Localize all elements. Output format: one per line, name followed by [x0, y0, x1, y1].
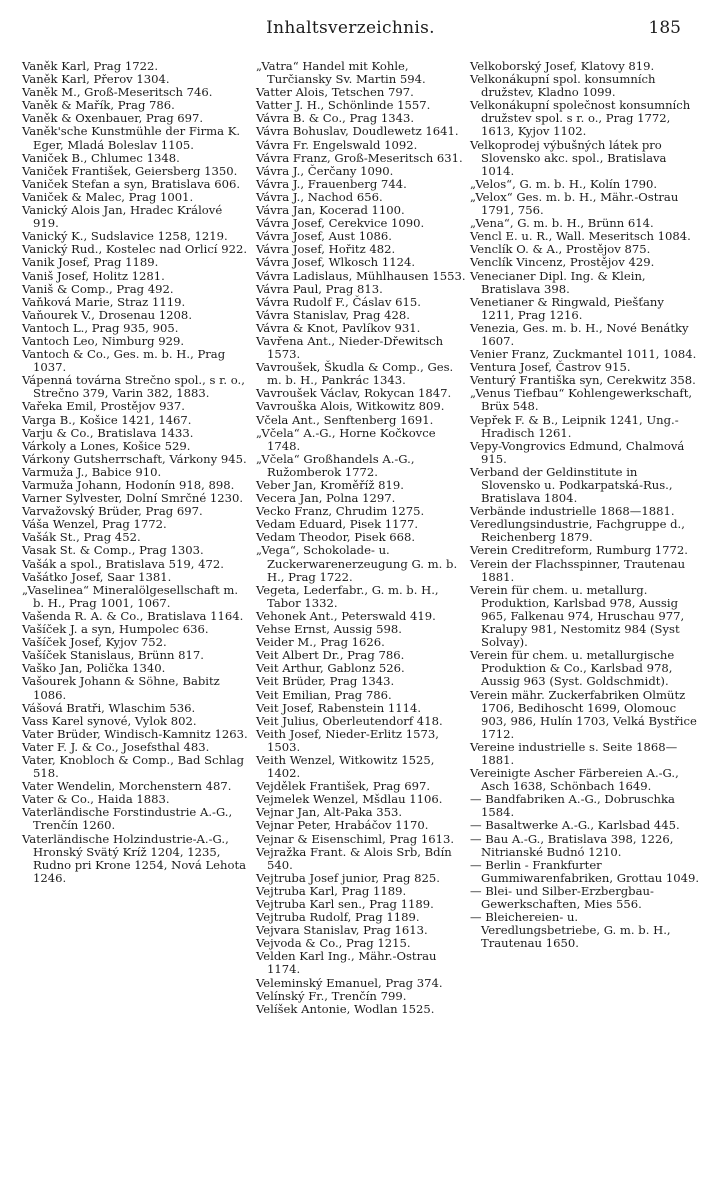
index-entry: — Bandfabriken A.-G., Dobruschka 1584. [470, 792, 675, 820]
index-entry: Vařeka Emil, Prostějov 937. [22, 399, 185, 414]
index-entry: Vanický K., Sudslavice 1258, 1219. [22, 229, 228, 244]
index-entry: Vegeta, Lederfabr., G. m. b. H., Tabor 1332. [256, 582, 439, 610]
index-entry: „Včela“ A.-G., Horne Kočkovce 1748. [256, 425, 436, 453]
index-entry: Velden Karl Ing., Mähr.-Ostrau 1174. [256, 949, 437, 977]
index-entry: Verein für chem. u. metallurgische Produktion & Co., Karlsbad 978, Aussig 963 (Syst. Goldschmidt). [470, 648, 675, 689]
index-column-1 [22, 60, 250, 885]
index-entry: Vaňková Marie, Straz 1119. [22, 294, 186, 309]
index-entry: Vater F. J. & Co., Josefsthal 483. [22, 739, 210, 754]
index-entry: Vápenná továrna Strečno spol., s r. o., Strečno 379, Varin 382, 1883. [22, 373, 245, 401]
index-entry: Vencl E. u. R., Wall. Meseritsch 1084. [470, 229, 691, 244]
index-entry: Vejnar & Eisenschiml, Prag 1613. [256, 831, 455, 846]
index-entry: Vereine industrielle s. Seite 1868—1881. [470, 739, 678, 767]
index-entry: „Velox“ Ges. m. b. H., Mähr.-Ostrau 1791, 756. [470, 189, 679, 218]
index-entry: Verein für chem. u. metallurg. Produktion, Karlsbad 978, Aussig 965, Falkenau 974, Hruschau 977, Kralupy 981, Nestomitz 984 (Syst Solvay). [470, 582, 685, 650]
index-entry: — Bau A.-G., Bratislava 398, 1226, Nitrianské Budnó 1210. [470, 831, 674, 859]
page-number: 185 [648, 18, 681, 38]
index-entry: Vaniček B., Chlumec 1348. [22, 150, 180, 165]
index-entry: Vávra Franz, Groß-Meseritsch 631. [256, 150, 463, 165]
index-entry: Vávra Stanislav, Prag 428. [256, 307, 410, 322]
index-entry: Vatter Alois, Tetschen 797. [256, 85, 414, 100]
index-entry: Vejvara Stanislav, Prag 1613. [256, 923, 428, 938]
index-entry: Verein mähr. Zuckerfabriken Olmütz 1706, Bedihoscht 1699, Olomouc 903, 986, Hulín 1703, Velká Bystřice 1712. [470, 687, 697, 741]
index-entry: Várkoly a Lones, Košice 529. [22, 438, 191, 453]
index-entry: Vávra & Knot, Pavlíkov 931. [256, 320, 421, 335]
index-entry: Vejražka Frant. & Alois Srb, Bdín 540. [256, 844, 452, 872]
index-entry: Velkoborský Josef, Klatovy 819. [470, 59, 655, 73]
index-entry: Váša Wenzel, Prag 1772. [22, 517, 167, 532]
index-entry: Vaněk Karl, Prag 1722. [22, 59, 159, 73]
index-entry: Vepy-Vongrovics Edmund, Chalmová 915. [470, 438, 685, 466]
index-entry: Varmuža J., Babice 910. [22, 464, 162, 479]
index-entry: Vávra Paul, Prag 813. [256, 281, 383, 296]
index-entry: Venetianer & Ringwald, Piešťany 1211, Prag 1216. [470, 294, 664, 322]
index-entry: Veith Josef, Nieder-Erlitz 1573, 1503. [256, 726, 439, 754]
index-entry: Vasak St. & Comp., Prag 1303. [22, 543, 204, 558]
index-entry: Verein der Flachsspinner, Trautenau 1881. [470, 556, 686, 584]
index-entry: Vaniček Stefan a syn, Bratislava 606. [22, 176, 241, 191]
index-entry: Verband der Geldinstitute in Slovensko u. Podkarpatská-Rus., Bratislava 1804. [470, 464, 673, 506]
index-entry: Verein Creditreform, Rumburg 1772. [470, 543, 688, 558]
index-entry: Vaniš Josef, Holitz 1281. [22, 268, 165, 283]
index-entry: Vejtruba Josef junior, Prag 825. [256, 870, 440, 885]
index-entry: Vašíček Stanislaus, Brünn 817. [22, 648, 204, 663]
index-entry: Venturý Františka syn, Cerekwitz 358. [470, 373, 696, 388]
index-entry: Vater & Co., Haida 1883. [22, 792, 170, 807]
index-entry: Vaniček František, Geiersberg 1350. [22, 163, 238, 178]
index-entry: Vanik Josef, Prag 1189. [22, 255, 159, 270]
index-entry: Vejtruba Karl, Prag 1189. [256, 883, 407, 898]
index-entry: Verbände industrielle 1868—1881. [470, 504, 675, 519]
index-entry: Vass Karel synové, Vylok 802. [22, 713, 197, 728]
index-entry: — Basaltwerke A.-G., Karlsbad 445. [470, 818, 680, 833]
index-entry: Vávra J., Frauenberg 744. [256, 176, 407, 191]
index-entry: Veleminský Emanuel, Prag 374. [256, 975, 443, 990]
index-entry: Velínský Fr., Trenčín 799. [256, 988, 407, 1003]
index-entry: Vávra Fr. Engelswald 1092. [256, 137, 418, 152]
index-entry: Vaněk Karl, Přerov 1304. [22, 72, 170, 87]
index-entry: Venecianer Dipl. Ing. & Klein, Bratislava 398. [470, 268, 646, 296]
index-entry: Vecko Franz, Chrudim 1275. [256, 504, 425, 519]
index-entry: Vavrouška Alois, Witkowitz 809. [256, 399, 445, 414]
index-entry: Ventura Josef, Častrov 915. [470, 360, 631, 375]
index-entry: Vehse Ernst, Aussig 598. [256, 622, 402, 637]
index-entry: Venezia, Ges. m. b. H., Nové Benátky 1607. [470, 320, 689, 348]
index-entry: Vaško Jan, Polička 1340. [22, 661, 166, 676]
index-entry: Vereinigte Ascher Färbereien A.-G., Asch 1638, Schönbach 1649. [470, 766, 679, 794]
index-entry: Vater Wendelin, Morchenstern 487. [22, 779, 232, 794]
index-entry: Varga B., Košice 1421, 1467. [22, 412, 192, 427]
index-entry: Vejdělek František, Prag 697. [256, 779, 431, 794]
index-entry: Vedam Eduard, Pisek 1177. [256, 517, 419, 532]
index-entry: Vašíček J. a syn, Humpolec 636. [22, 622, 209, 637]
index-entry: Vášová Bratři, Wlaschim 536. [22, 700, 196, 715]
index-entry: Vaněk & Oxenbauer, Prag 697. [22, 111, 204, 126]
index-entry: Varmuža Johann, Hodonín 918, 898. [22, 478, 235, 492]
index-entry: Vejnar Jan, Alt-Paka 353. [256, 805, 403, 820]
index-entry: „Vega“, Schokolade- u. Zuckerwarenerzeugung G. m. b. H., Prag 1722. [256, 543, 458, 584]
index-entry: Vejnar Peter, Hrabáčov 1170. [256, 818, 429, 833]
index-entry: Vašenda R. A. & Co., Bratislava 1164. [22, 608, 244, 623]
index-entry: Vanický Alois Jan, Hradec Králové 919. [22, 203, 223, 231]
index-entry: Velkonákupní společnost konsumních družstev spol. s r. o., Prag 1772, 1613, Kyjov 1102. [470, 98, 691, 139]
index-entry: Venclík Vincenz, Prostějov 429. [470, 255, 655, 270]
index-entry: — Berlin - Frankfurter Gummiwarenfabriken, Grottau 1049. [470, 857, 700, 885]
index-entry: Vejvoda & Co., Prag 1215. [256, 936, 411, 951]
index-entry: Vater Brüder, Windisch-Kamnitz 1263. [22, 726, 248, 741]
index-entry: Vávra Josef, Hořitz 482. [256, 242, 396, 257]
index-entry: Vecera Jan, Polna 1297. [256, 491, 396, 506]
index-entry: Vejtruba Karl sen., Prag 1189. [256, 897, 434, 911]
index-entry: Vepřek F. & B., Leipnik 1241, Ung.-Hradisch 1261. [470, 412, 679, 440]
index-entry: Vaniček & Malec, Prag 1001. [22, 189, 194, 204]
index-entry: Vávra Josef, Wlkosch 1124. [256, 255, 416, 270]
index-entry: Vávra Josef, Aust 1086. [256, 229, 392, 244]
index-entry: Vavroušek Václav, Rokycan 1847. [256, 386, 452, 401]
index-entry: Vávra Josef, Cerekvice 1090. [256, 216, 425, 231]
index-entry: Vaniš & Comp., Prag 492. [22, 281, 174, 296]
index-entry: Vávra J., Čerčany 1090. [256, 163, 394, 178]
index-entry: Veider M., Prag 1626. [256, 635, 385, 650]
index-entry: Vaterländische Holzindustrie-A.-G., Hronský Svätý Kríž 1204, 1235, Rudno pri Krone 1254, Nová Lehota 1246. [22, 831, 247, 885]
index-entry: Vašák St., Prag 452. [22, 530, 141, 545]
index-entry: Velíšek Antonie, Wodlan 1525. [256, 1001, 435, 1016]
page-header [20, 18, 681, 44]
index-entry: Varner Sylvester, Dolní Smrčné 1230. [22, 491, 244, 506]
index-entry: Vavřena Ant., Nieder-Dřewitsch 1573. [256, 333, 444, 362]
page-title: Inhaltsverzeichnis. [266, 18, 435, 38]
index-entry: Venclík O. & A., Prostějov 875. [470, 242, 651, 257]
index-entry: Vehonek Ant., Peterswald 419. [256, 608, 436, 623]
index-entry: Vedam Theodor, Pisek 668. [256, 530, 416, 545]
index-entry: Varvažovský Brüder, Prag 697. [22, 504, 203, 519]
index-entry: Vantoch & Co., Ges. m. b. H., Prag 1037. [22, 347, 226, 375]
index-entry: Veit Emilian, Prag 786. [256, 687, 392, 702]
index-entry: Vašíček Josef, Kyjov 752. [22, 635, 167, 650]
index-entry: Vejtruba Rudolf, Prag 1189. [256, 910, 420, 925]
index-entry: „Včela“ Großhandels A.-G., Ružomberok 1772. [256, 451, 415, 479]
index-entry: Vašourek Johann & Söhne, Babitz 1086. [22, 674, 220, 702]
index-entry: Vater, Knobloch & Comp., Bad Schlag 518. [22, 752, 245, 781]
index-entry: Veit Brüder, Prag 1343. [256, 674, 395, 689]
index-entry: Venier Franz, Zuckmantel 1011, 1084. [470, 347, 697, 362]
index-entry: Vaňourek V., Drosenau 1208. [22, 307, 192, 322]
index-entry: Vávra Rudolf F., Čáslav 615. [256, 294, 421, 309]
index-entry: Veit Julius, Oberleutendorf 418. [256, 713, 443, 728]
index-entry: Vávra Bohuslav, Doudlewetz 1641. [256, 124, 459, 139]
index-entry: Veredlungsindustrie, Fachgruppe d., Reichenberg 1879. [470, 517, 685, 545]
index-entry: Vávra Ladislaus, Mühlhausen 1553. [256, 268, 466, 283]
index-entry: „Vaselinea“ Mineralölgesellschaft m. b. H., Prag 1001, 1067. [22, 582, 239, 610]
index-entry: Vašátko Josef, Saar 1381. [22, 569, 172, 584]
index-entry: Varju & Co., Bratislava 1433. [22, 425, 194, 440]
index-entry: Várkony Gutsherrschaft, Várkony 945. [22, 451, 247, 466]
index-entry: „Venus Tiefbau“ Kohlengewerkschaft, Brüx 548. [470, 386, 693, 414]
index-entry: Vavroušek, Škudla & Comp., Ges. m. b. H., Pankrác 1343. [256, 360, 454, 388]
index-entry: Velkonákupní spol. konsumních družstev, Kladno 1099. [470, 72, 656, 100]
index-entry: Vantoch Leo, Nimburg 929. [22, 333, 185, 348]
index-entry: Vaterländische Forstindustrie A.-G., Trenčín 1260. [22, 805, 233, 833]
index-entry: Včela Ant., Senftenberg 1691. [256, 412, 434, 427]
index-entry: Vaněk'sche Kunstmühle der Firma K. Eger, Mladá Boleslav 1105. [22, 124, 241, 152]
index-column-2 [256, 60, 468, 1016]
index-entry: Vávra B. & Co., Prag 1343. [256, 111, 415, 126]
index-entry: Veith Wenzel, Witkowitz 1525, 1402. [256, 752, 435, 781]
index-entry: Veber Jan, Kroměříž 819. [256, 478, 404, 492]
index-entry: „Vatra“ Handel mit Kohle, Turčiansky Sv. Martin 594. [256, 59, 426, 87]
index-entry: Vávra J., Nachod 656. [256, 189, 383, 204]
index-entry: Vejmelek Wenzel, Mšdlau 1106. [256, 792, 443, 807]
index-entry: Veit Josef, Rabenstein 1114. [256, 700, 422, 715]
index-entry: Vašák a spol., Bratislava 519, 472. [22, 556, 224, 571]
index-column-3 [470, 60, 700, 950]
index-entry: — Blei- und Silber-Erzbergbau-Gewerkschaften, Mies 556. [470, 883, 654, 911]
index-entry: Veit Arthur, Gablonz 526. [256, 661, 405, 676]
index-entry: „Vena“, G. m. b. H., Brünn 614. [470, 216, 654, 231]
index-entry: Vatter J. H., Schönlinde 1557. [256, 98, 431, 113]
index-entry: Vantoch L., Prag 935, 905. [22, 320, 179, 335]
index-entry: Vávra Jan, Kocerad 1100. [256, 203, 405, 218]
index-entry: — Bleichereien- u. Veredlungsbetriebe, G. m. b. H., Trautenau 1650. [470, 910, 671, 951]
index-entry: Vaněk & Mařík, Prag 786. [22, 98, 175, 113]
index-entry: Vaněk M., Groß-Meseritsch 746. [22, 85, 213, 100]
index-entry: Vanický Rud., Kostelec nad Orlicí 922. [22, 242, 248, 257]
index-entry: Velkoprodej výbušných látek pro Slovensko akc. spol., Bratislava 1014. [470, 137, 667, 178]
index-entry: Veit Albert Dr., Prag 786. [256, 648, 405, 663]
index-entry: „Velos“, G. m. b. H., Kolín 1790. [470, 176, 658, 191]
